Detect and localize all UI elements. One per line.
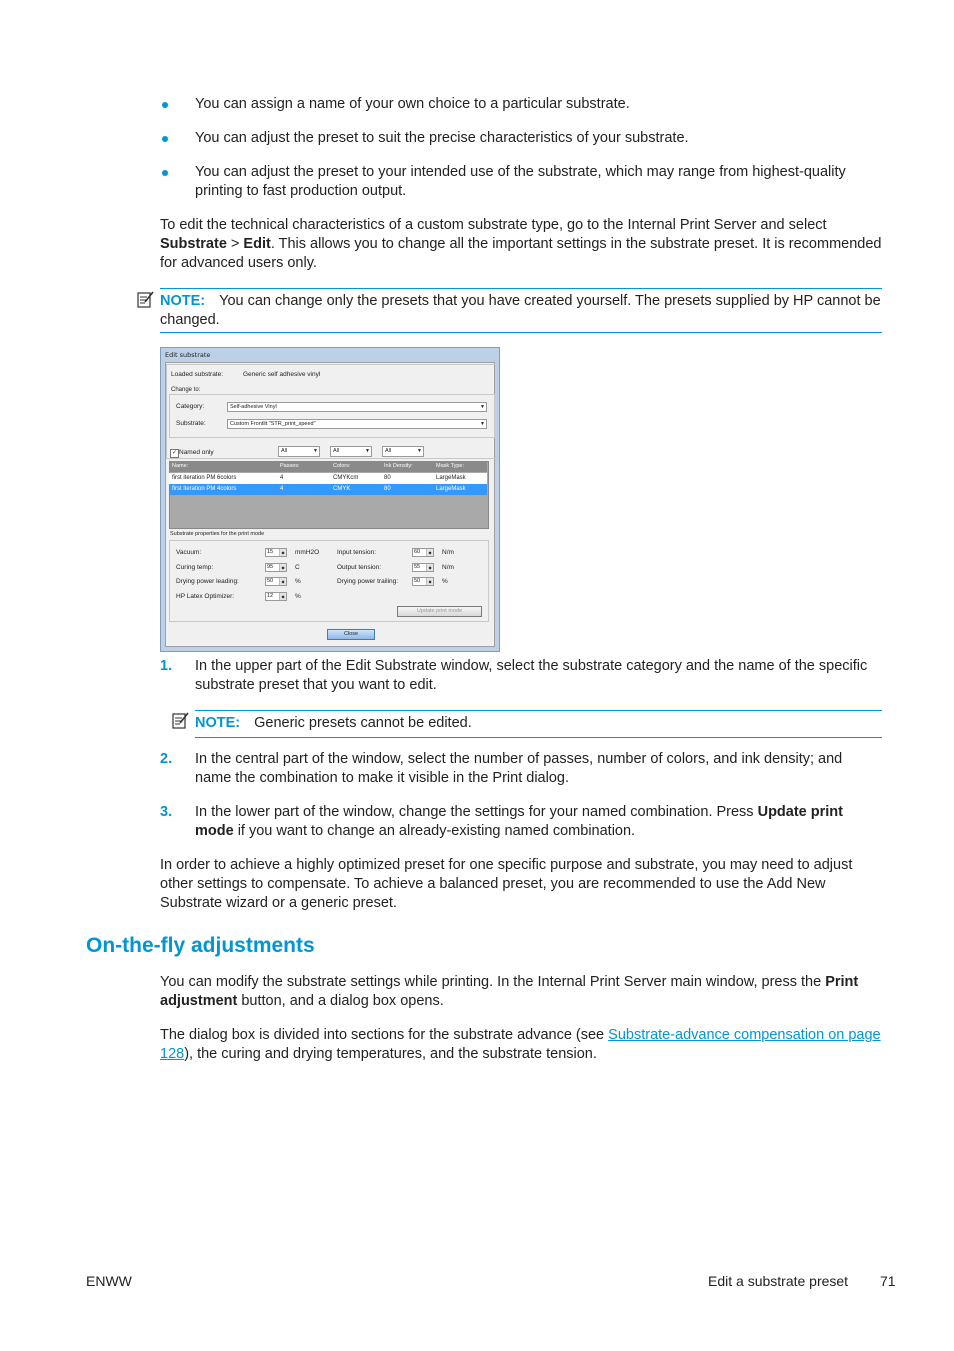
change-to-group <box>169 394 495 438</box>
row-passes: 4 <box>280 486 284 492</box>
dialog-title: Edit substrate <box>165 351 211 359</box>
para1-text: To edit the technical characteristics of a custom substrate type, go to the Internal Print Server and select <box>160 217 827 233</box>
row-name: first iteration PM 6colors <box>172 475 237 481</box>
optimizer-value: 12 <box>267 593 274 599</box>
spinner-arrows-icon[interactable]: ◆ <box>426 578 433 585</box>
footer-section-title: Edit a substrate preset <box>708 1273 849 1289</box>
table-row-selected[interactable] <box>169 484 487 495</box>
spinner-arrows-icon[interactable]: ◆ <box>426 549 433 556</box>
print-adjustment-term: Print adjustment <box>160 974 859 1009</box>
col-name-header[interactable]: Name: <box>172 463 189 469</box>
drying-trailing-value: 50 <box>414 578 421 584</box>
note-box <box>195 710 882 738</box>
step3-text-end: if you want to change an already-existing named combination. <box>233 823 636 839</box>
row-colors: CMYKcm <box>333 475 359 481</box>
para1-text-end: . This allows you to change all the important settings in the substrate preset. It is recommended for advanced users only. <box>160 236 882 271</box>
substrate-advance-link[interactable]: Substrate-advance compensation on page 128 <box>160 1027 881 1062</box>
chevron-down-icon: ▼ <box>365 448 370 454</box>
spinner-arrows-icon[interactable]: ◆ <box>426 564 433 571</box>
output-tension-label: Output tension: <box>337 564 382 571</box>
curing-label: Curing temp: <box>176 564 214 571</box>
step-number: 3. <box>160 804 173 820</box>
edit-menu-term: Edit <box>243 236 271 252</box>
footer-left: ENWW <box>86 1273 132 1289</box>
vacuum-label: Vacuum: <box>176 549 202 556</box>
note-label: NOTE: <box>160 293 206 309</box>
bullet-item: You can adjust the preset to suit the precise characteristics of your substrate. <box>195 130 689 146</box>
substrate-label: Substrate: <box>176 420 206 427</box>
update-print-mode-term: Update print mode <box>195 804 843 839</box>
vacuum-input[interactable] <box>265 548 287 557</box>
substrate-select[interactable] <box>227 419 487 429</box>
input-tension-input[interactable] <box>412 548 434 557</box>
curing-input[interactable] <box>265 563 287 572</box>
drying-leading-input[interactable] <box>265 577 287 586</box>
step-text: In the upper part of the Edit Substrate window, select the substrate category and the name of the specific substrate preset that you want to edit. <box>195 658 868 693</box>
on-the-fly-paragraph <box>160 973 882 1011</box>
colors-filter-select[interactable] <box>330 446 372 457</box>
substrate-menu-term: Substrate <box>160 236 227 252</box>
substrate-value: Custom Frontlit "STR_print_speed" <box>230 421 316 427</box>
category-label: Category: <box>176 403 205 410</box>
curing-value: 95 <box>267 564 274 570</box>
step-number: 2. <box>160 751 173 767</box>
change-to-label: Change to: <box>171 387 201 393</box>
loaded-substrate-label: Loaded substrate: <box>171 371 224 378</box>
presets-table-header <box>169 461 487 472</box>
step-number: 1. <box>160 658 173 674</box>
table-row[interactable] <box>169 473 487 484</box>
col-density-header[interactable]: Ink Density: <box>384 463 413 469</box>
output-tension-input[interactable] <box>412 563 434 572</box>
row-colors: CMYK <box>333 486 351 492</box>
drying-leading-unit: % <box>295 578 301 585</box>
note-label: NOTE: <box>195 715 241 731</box>
input-tension-unit: N/m <box>442 549 454 556</box>
chevron-down-icon: ▼ <box>480 421 485 427</box>
chevron-down-icon: ▼ <box>480 404 485 410</box>
para4-text: The dialog box is divided into sections for the substrate advance (see <box>160 1027 609 1043</box>
row-passes: 4 <box>280 475 284 481</box>
intro-paragraph <box>160 216 882 273</box>
row-mask: LargeMask <box>436 486 466 492</box>
chevron-down-icon: ▼ <box>313 448 318 454</box>
bullet-marker <box>162 136 168 142</box>
page-number: 71 <box>880 1273 896 1289</box>
drying-trailing-unit: % <box>442 578 448 585</box>
chevron-down-icon: ▼ <box>417 448 422 454</box>
note-box <box>160 288 882 333</box>
bullet-marker <box>162 170 168 176</box>
named-only-label: Named only <box>179 449 214 456</box>
spinner-arrows-icon[interactable]: ◆ <box>279 564 286 571</box>
bullet-marker <box>162 102 168 108</box>
output-tension-value: 55 <box>414 564 421 570</box>
row-name: first iteration PM 4colors <box>172 486 237 492</box>
row-mask: LargeMask <box>436 475 466 481</box>
density-filter-value: All <box>385 448 392 454</box>
optimizer-unit: % <box>295 593 301 600</box>
dialog-sections-paragraph <box>160 1026 882 1064</box>
row-density: 80 <box>384 486 391 492</box>
step3-text: In the lower part of the window, change the settings for your named combination. Press <box>195 804 758 820</box>
drying-trailing-input[interactable] <box>412 577 434 586</box>
section-title: On-the-fly adjustments <box>86 934 315 957</box>
balance-paragraph: In order to achieve a highly optimized preset for one specific purpose and substrate, you may need to adjust other settings to compensate. To achieve a balanced preset, you are recommended to use the Add New Substrate wizard or a generic preset. <box>160 857 853 911</box>
density-filter-select[interactable] <box>382 446 424 457</box>
step-text <box>195 803 880 841</box>
drying-leading-value: 50 <box>267 578 274 584</box>
output-tension-unit: N/m <box>442 564 454 571</box>
category-value: Self-adhesive Vinyl <box>230 404 277 410</box>
drying-leading-label: Drying power leading: <box>176 578 239 585</box>
step-text: In the central part of the window, select the number of passes, number of colors, and ink density; and name the combination to make it visible in the Print dialog. <box>195 751 843 786</box>
category-select[interactable] <box>227 402 487 412</box>
passes-filter-value: All <box>281 448 288 454</box>
colors-filter-value: All <box>333 448 340 454</box>
spinner-arrows-icon[interactable]: ◆ <box>279 578 286 585</box>
vacuum-value: 15 <box>267 549 274 555</box>
para4-text-end: ), the curing and drying temperatures, and the substrate tension. <box>184 1046 597 1062</box>
note-text: Generic presets cannot be edited. <box>254 715 472 731</box>
note-icon <box>172 712 190 729</box>
properties-group-title: Substrate properties for the print mode <box>170 531 265 537</box>
col-passes-header[interactable]: Passes: <box>280 463 300 469</box>
bullet-item: You can adjust the preset to your intended use of the substrate, which may range from highest-quality printing to fast production output. <box>195 164 846 199</box>
vacuum-unit: mmH2O <box>295 549 320 556</box>
curing-unit: C <box>295 564 300 571</box>
note-text: You can change only the presets that you have created yourself. The presets supplied by HP cannot be changed. <box>160 293 881 328</box>
para3-text-end: button, and a dialog box opens. <box>237 993 444 1009</box>
loaded-substrate-value: Generic self adhesive vinyl <box>243 371 321 378</box>
optimizer-label: HP Latex Optimizer: <box>176 593 235 600</box>
spinner-arrows-icon[interactable]: ◆ <box>279 593 286 600</box>
col-mask-header[interactable]: Mask Type: <box>436 463 465 469</box>
input-tension-label: Input tension: <box>337 549 377 556</box>
note-icon <box>137 291 155 308</box>
drying-trailing-label: Drying power trailing: <box>337 578 399 585</box>
bullet-item: You can assign a name of your own choice to a particular substrate. <box>195 96 630 112</box>
col-colors-header[interactable]: Colors: <box>333 463 351 469</box>
input-tension-value: 60 <box>414 549 421 555</box>
passes-filter-select[interactable] <box>278 446 320 457</box>
para3-text: You can modify the substrate settings while printing. In the Internal Print Server main window, press the <box>160 974 826 990</box>
menu-separator: > <box>226 236 244 252</box>
row-density: 80 <box>384 475 391 481</box>
optimizer-input[interactable] <box>265 592 287 601</box>
named-only-checkbox[interactable]: ✓ <box>171 450 178 456</box>
spinner-arrows-icon[interactable]: ◆ <box>279 549 286 556</box>
update-print-mode-button[interactable]: Update print mode <box>397 606 482 617</box>
close-button[interactable]: Close <box>327 629 375 640</box>
